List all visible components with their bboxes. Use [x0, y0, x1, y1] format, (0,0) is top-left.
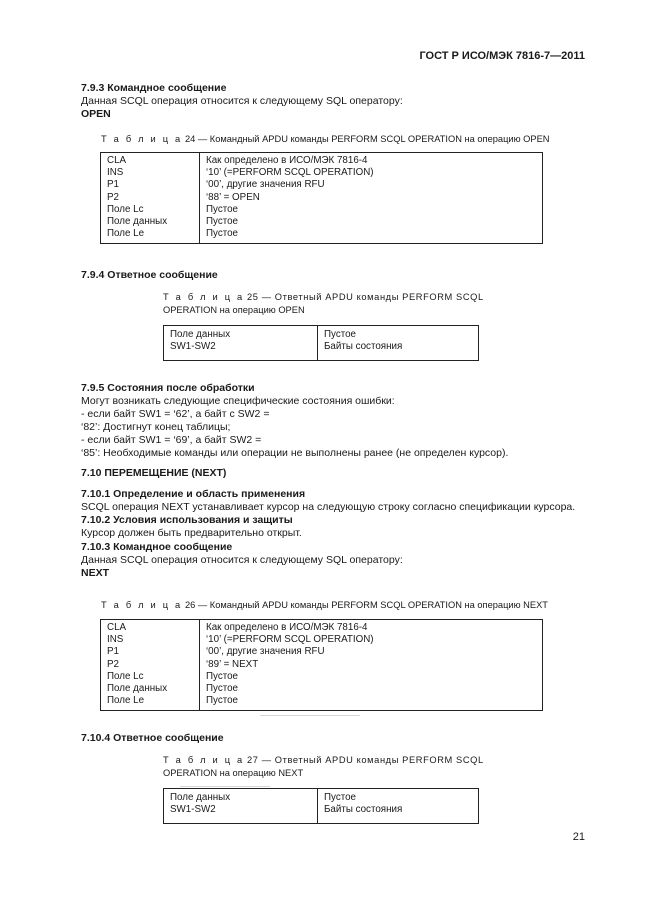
table-24-fields-cell	[101, 153, 200, 244]
section-text-7-10-3: Данная SCQL операция относится к следующему SQL оператору:	[81, 554, 403, 566]
table-25-caption-line-1	[163, 291, 484, 304]
sql-operator-open: OPEN	[81, 108, 111, 120]
table-26-values-cell	[200, 620, 543, 711]
table-26-field: CLA	[107, 622, 127, 633]
scan-artifact-line	[180, 786, 270, 787]
table-24-field: P2	[107, 191, 119, 203]
section-text-7-10-1: SCQL операция NEXT устанавливает курсор на следующую строку согласно спецификации курсора.	[81, 501, 576, 513]
error-state-line: - если байт SW1 = ‘69’, а байт SW2 =	[81, 434, 262, 446]
error-states-intro: Могут возникать следующие специфические состояния ошибки:	[81, 395, 395, 407]
section-heading-7-9-5: 7.9.5 Состояния после обработки	[81, 382, 255, 394]
error-state-line: ‘85’: Необходимые команды или операции не выполнены ранее (не определен курсор).	[81, 447, 509, 459]
table-24-field: Поле Lc	[107, 203, 144, 215]
table-24-caption-text: 24 — Командный APDU команды PERFORM SCQL OPERATION на операцию OPEN	[184, 134, 550, 144]
table-26-value: ‘00’, другие значения RFU	[206, 646, 325, 658]
table-25-caption-line-2: OPERATION на операцию OPEN	[163, 305, 305, 315]
table-26-caption-prefix: Т а б л и ц а	[101, 600, 183, 610]
table-26-value: Пустое	[206, 682, 239, 694]
table-27-caption-line-1	[163, 754, 484, 767]
section-heading-7-9-4: 7.9.4 Ответное сообщение	[81, 269, 218, 281]
section-heading-7-10-1: 7.10.1 Определение и область применения	[81, 488, 306, 500]
table-25-caption-text-1: 25 — Ответный APDU команды PERFORM SCQL	[246, 292, 484, 302]
table-25-caption-prefix: Т а б л и ц а	[163, 292, 245, 302]
table-25-value: Пустое	[324, 329, 357, 340]
document-standard-header: ГОСТ Р ИСО/МЭК 7816-7—2011	[419, 50, 585, 62]
table-24-field: Поле Le	[107, 228, 145, 240]
table-27-caption-prefix: Т а б л и ц а	[163, 755, 245, 765]
table-25-field: SW1-SW2	[170, 341, 216, 353]
section-heading-7-10-4: 7.10.4 Ответное сообщение	[81, 732, 224, 744]
table-26-caption-text: 26 — Командный APDU команды PERFORM SCQL OPERATION на операцию NEXT	[184, 600, 548, 610]
table-26-fields-cell	[101, 620, 200, 711]
table-27-values-cell	[318, 789, 479, 824]
table-26-field: Поле Lc	[107, 670, 144, 682]
table-24-caption	[101, 133, 550, 146]
table-24	[100, 152, 543, 244]
table-24-value: Пустое	[206, 203, 239, 215]
table-24-value: ‘00’, другие значения RFU	[206, 179, 325, 191]
section-text-7-9-3: Данная SCQL операция относится к следующему SQL оператору:	[81, 95, 403, 107]
table-25-fields-cell	[164, 326, 318, 361]
table-27-value: Пустое	[324, 792, 357, 803]
table-24-field: P1	[107, 179, 119, 191]
table-26-caption	[101, 599, 548, 612]
table-26-field: Поле данных	[107, 682, 168, 694]
table-26-field: P1	[107, 646, 119, 658]
table-27-fields-cell	[164, 789, 318, 824]
section-text-7-10-2: Курсор должен быть предварительно открыт.	[81, 527, 302, 539]
table-24-field: CLA	[107, 155, 127, 166]
scan-artifact-line	[260, 715, 360, 716]
table-25	[163, 325, 479, 361]
table-27-caption-text-1: 27 — Ответный APDU команды PERFORM SCQL	[246, 755, 484, 765]
table-27-value: Байты состояния	[324, 804, 403, 816]
table-24-value: Как определено в ИСО/МЭК 7816-4	[206, 155, 368, 166]
table-25-values-cell	[318, 326, 479, 361]
table-25-field: Поле данных	[170, 329, 231, 340]
table-26-value: Пустое	[206, 670, 239, 682]
section-heading-7-10-2: 7.10.2 Условия использования и защиты	[81, 514, 293, 526]
table-27-field: SW1-SW2	[170, 804, 216, 816]
sql-operator-next: NEXT	[81, 567, 110, 579]
section-heading-7-9-3: 7.9.3 Командное сообщение	[81, 82, 227, 94]
table-26-value: Как определено в ИСО/МЭК 7816-4	[206, 622, 368, 633]
table-26	[100, 619, 543, 711]
section-heading-7-10: 7.10 ПЕРЕМЕЩЕНИЕ (NEXT)	[81, 467, 227, 479]
table-24-value: Пустое	[206, 228, 239, 240]
page-number: 21	[572, 831, 585, 843]
table-24-value: ‘88’ = OPEN	[206, 191, 260, 203]
table-26-value: ‘89’ = NEXT	[206, 658, 259, 670]
table-26-field: P2	[107, 658, 119, 670]
error-state-line: - если байт SW1 = ‘62’, а байт с SW2 =	[81, 408, 270, 420]
table-27	[163, 788, 479, 824]
table-26-field: INS	[107, 634, 124, 646]
table-24-caption-prefix: Т а б л и ц а	[101, 134, 183, 144]
table-24-field: Поле данных	[107, 215, 168, 227]
table-24-field: INS	[107, 167, 124, 179]
section-heading-7-10-3: 7.10.3 Командное сообщение	[81, 541, 233, 553]
table-26-field: Поле Le	[107, 695, 145, 707]
table-26-value: ‘10’ (=PERFORM SCQL OPERATION)	[206, 634, 374, 646]
table-27-caption-line-2: OPERATION на операцию NEXT	[163, 768, 304, 778]
table-27-field: Поле данных	[170, 792, 231, 803]
table-26-value: Пустое	[206, 695, 239, 707]
table-24-values-cell	[200, 153, 543, 244]
table-25-value: Байты состояния	[324, 341, 403, 353]
table-24-value: ‘10’ (=PERFORM SCQL OPERATION)	[206, 167, 374, 179]
error-state-line: ‘82’: Достигнут конец таблицы;	[81, 421, 231, 433]
table-24-value: Пустое	[206, 215, 239, 227]
